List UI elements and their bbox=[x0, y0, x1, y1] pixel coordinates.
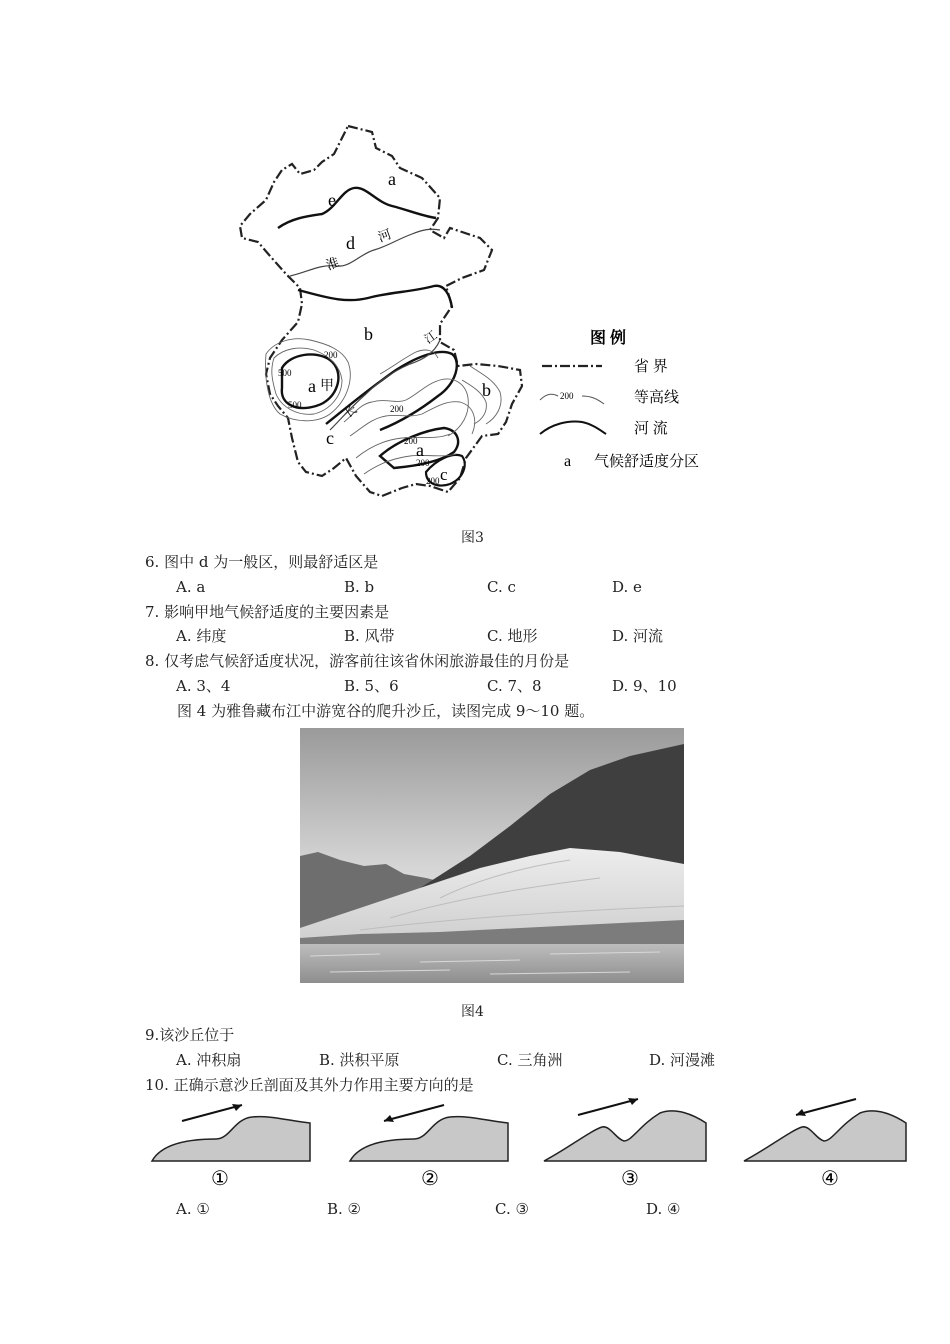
question-7-option-a: A. 纬度 bbox=[176, 627, 227, 645]
legend-item-province-boundary: 省 界 bbox=[634, 359, 668, 375]
zone-label: e bbox=[328, 190, 336, 210]
question-6-stem: 6. 图中 d 为一般区，则最舒适区是 bbox=[145, 553, 379, 571]
question-9-option-d: D. 河漫滩 bbox=[649, 1051, 716, 1069]
dune-profile-1 bbox=[152, 1117, 310, 1161]
figure-3-map bbox=[230, 118, 740, 508]
dune-profile-4 bbox=[744, 1111, 906, 1161]
legend-contour-value: 200 bbox=[560, 391, 574, 401]
zone-label: c bbox=[326, 428, 334, 448]
contour-label: 200 bbox=[324, 350, 338, 360]
question-7-option-c: C. 地形 bbox=[487, 627, 538, 645]
legend-title: 图 例 bbox=[590, 330, 627, 347]
legend-zone-symbol: a bbox=[564, 453, 572, 470]
question-8-option-c: C. 7、8 bbox=[487, 677, 542, 695]
question-9-option-a: A. 冲积扇 bbox=[176, 1051, 242, 1069]
wind-arrow-4 bbox=[796, 1099, 856, 1115]
dune-profile-3 bbox=[544, 1111, 706, 1161]
question-9-option-c: C. 三角洲 bbox=[497, 1051, 563, 1069]
legend-item-contour: 等高线 bbox=[634, 390, 680, 406]
question-6-option-b: B. b bbox=[344, 578, 375, 596]
contour-label: 200 bbox=[426, 476, 440, 486]
place-label-jia: 甲 bbox=[320, 379, 334, 394]
legend-river-sample bbox=[540, 422, 606, 435]
figure-4-caption: 图4 bbox=[461, 1004, 484, 1020]
river-label: 长 bbox=[341, 402, 360, 421]
contour-label: 200 bbox=[390, 404, 404, 414]
legend-item-river: 河 流 bbox=[634, 421, 668, 437]
river-water bbox=[300, 944, 684, 983]
zone-label: a bbox=[416, 440, 424, 460]
zone-label: a bbox=[388, 169, 396, 189]
question-9-stem: 9.该沙丘位于 bbox=[145, 1026, 235, 1044]
river-label: 淮 bbox=[323, 254, 342, 273]
contour-label: 200 bbox=[404, 436, 418, 446]
question-8-option-d: D. 9、10 bbox=[612, 677, 677, 695]
question-7-option-d: D. 河流 bbox=[612, 627, 664, 645]
river-label: 河 bbox=[375, 226, 394, 245]
legend-item-comfort-zone: 气候舒适度分区 bbox=[594, 454, 700, 470]
zone-label: b bbox=[482, 380, 491, 400]
question-6-option-a: A. a bbox=[176, 578, 206, 596]
dune-profile-2 bbox=[350, 1117, 508, 1161]
question-10-option-c: C. ③ bbox=[495, 1200, 529, 1218]
panel-label-4: ④ bbox=[821, 1168, 839, 1190]
contour-label: 200 bbox=[416, 458, 430, 468]
zone-label: d bbox=[346, 233, 355, 253]
contour-label: 500 bbox=[278, 368, 292, 378]
question-7-stem: 7. 影响甲地气候舒适度的主要因素是 bbox=[145, 603, 390, 621]
wind-arrow-1 bbox=[182, 1105, 242, 1121]
river-label: 江 bbox=[421, 328, 440, 347]
question-7-option-b: B. 风带 bbox=[344, 627, 395, 645]
question-10-option-b: B. ② bbox=[327, 1200, 362, 1218]
zone-label: b bbox=[364, 324, 373, 344]
wind-arrow-3 bbox=[578, 1099, 638, 1115]
question-6-option-c: C. c bbox=[487, 578, 516, 596]
dune-profile-diagrams bbox=[140, 1095, 920, 1195]
zone-label: c bbox=[440, 465, 448, 484]
zone-boundary-bc bbox=[326, 352, 457, 430]
question-10-stem: 10. 正确示意沙丘剖面及其外力作用主要方向的是 bbox=[145, 1076, 474, 1094]
wind-arrow-2 bbox=[384, 1105, 444, 1121]
question-6-option-d: D. e bbox=[612, 578, 642, 596]
question-8-option-b: B. 5、6 bbox=[344, 677, 399, 695]
province-boundary bbox=[240, 126, 522, 496]
question-8-option-a: A. 3、4 bbox=[176, 677, 231, 695]
figure-4-intro: 图 4 为雅鲁藏布江中游宽谷的爬升沙丘，读图完成 9～10 题。 bbox=[177, 702, 595, 720]
figure-4-photo bbox=[300, 728, 684, 983]
zone-boundary-db bbox=[298, 286, 452, 308]
zone-boundary-ae bbox=[278, 188, 436, 228]
figure-3-caption: 图3 bbox=[461, 530, 484, 546]
question-9-option-b: B. 洪积平原 bbox=[319, 1051, 400, 1069]
question-10-option-a: A. ① bbox=[176, 1200, 210, 1218]
question-10-option-d: D. ④ bbox=[646, 1200, 681, 1218]
panel-label-2: ② bbox=[421, 1168, 439, 1190]
zone-label: a bbox=[308, 376, 316, 396]
panel-label-1: ① bbox=[211, 1168, 229, 1190]
question-8-stem: 8. 仅考虑气候舒适度状况，游客前往该省休闲旅游最佳的月份是 bbox=[145, 652, 570, 670]
huai-river bbox=[290, 229, 440, 276]
contour-label: 500 bbox=[288, 400, 302, 410]
panel-label-3: ③ bbox=[621, 1168, 639, 1190]
